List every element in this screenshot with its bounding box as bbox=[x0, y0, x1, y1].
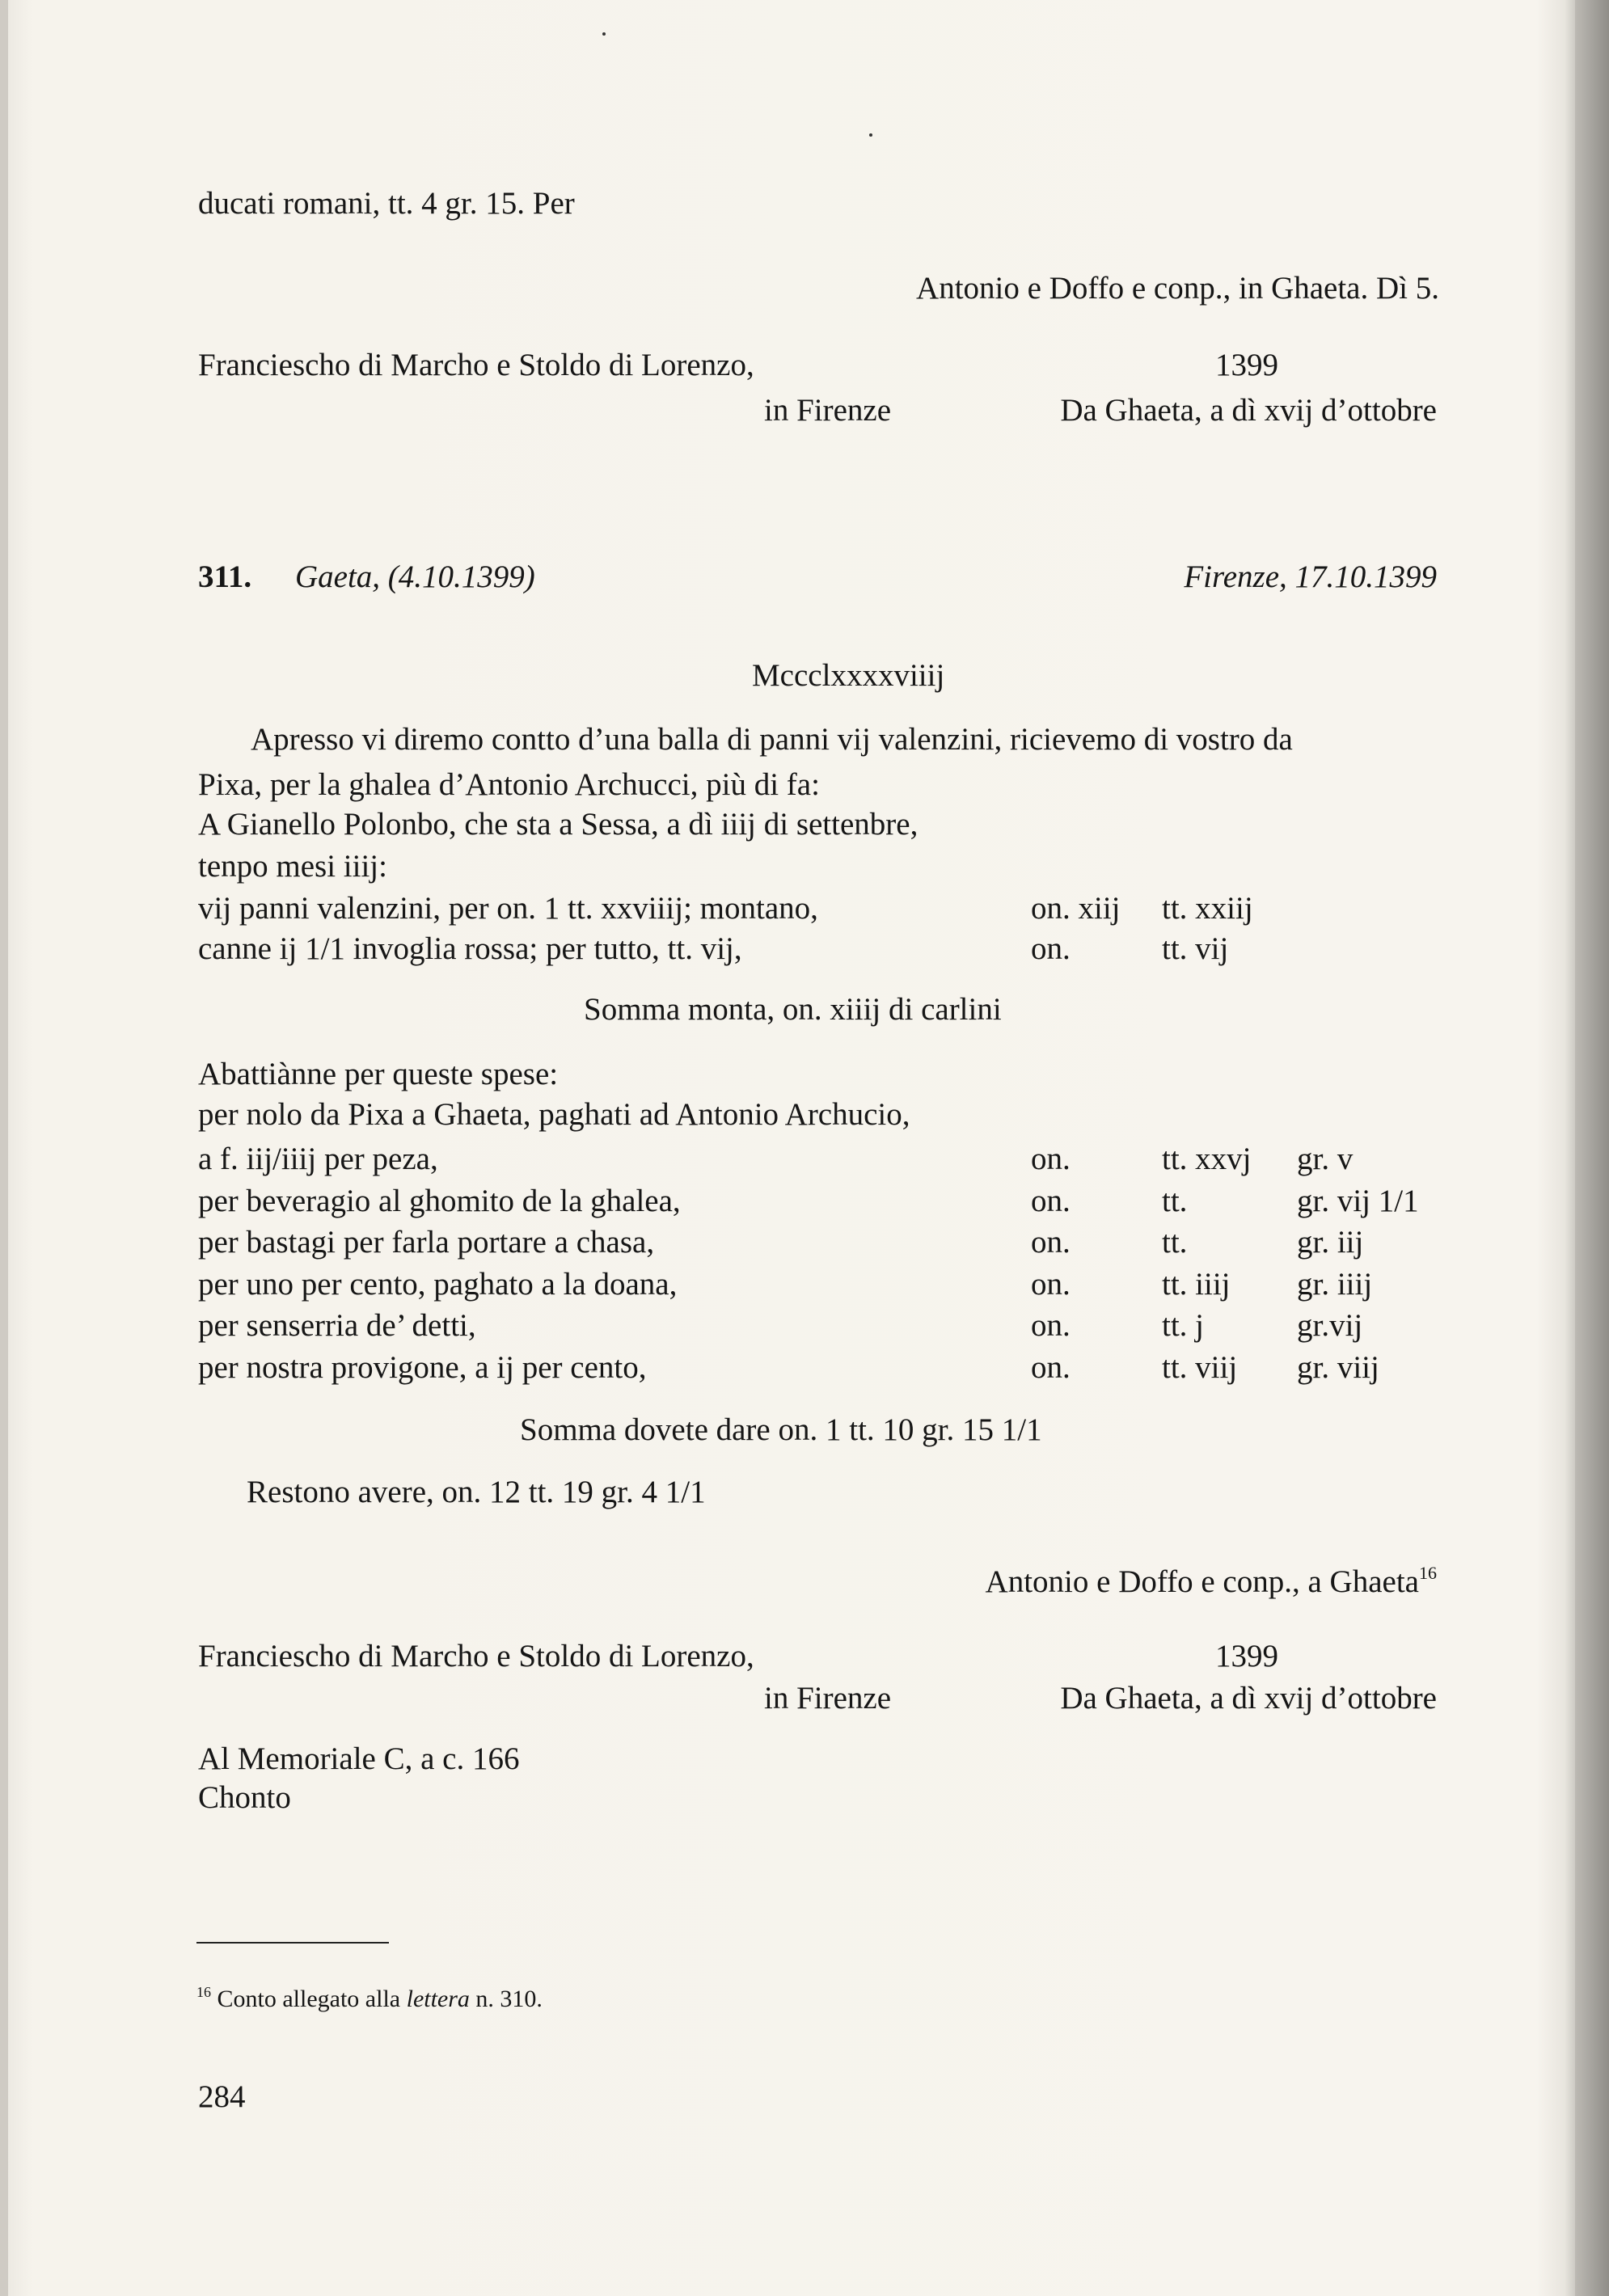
account-row-desc: per senserria de’ detti, bbox=[198, 1308, 476, 1343]
book-gutter bbox=[1575, 0, 1609, 2296]
specks bbox=[602, 32, 606, 36]
letter-place: in Firenze bbox=[764, 1681, 892, 1716]
account-row-tt: tt. viij bbox=[1162, 1350, 1238, 1385]
letter-year: 1399 bbox=[1215, 1639, 1278, 1673]
memo-line: Chonto bbox=[198, 1780, 291, 1815]
letter-signature bbox=[986, 1554, 1437, 1602]
account-row-on: on. bbox=[1031, 1267, 1071, 1302]
continuation-signature: Antonio e Doffo e conp., in Ghaeta. Dì 5. bbox=[916, 271, 1439, 306]
account-row-gr: gr. viij bbox=[1297, 1350, 1379, 1385]
account-row-gr: gr.vij bbox=[1297, 1308, 1363, 1343]
account-row-tt: tt. j bbox=[1162, 1308, 1205, 1343]
continuation-year: 1399 bbox=[1215, 348, 1278, 382]
specks bbox=[869, 133, 872, 137]
letter-date: Da Ghaeta, a dì xvij d’ottobre bbox=[1060, 1681, 1437, 1716]
account-row-desc: per beveragio al ghomito de la ghalea, bbox=[198, 1184, 681, 1218]
page-number: 284 bbox=[198, 2079, 246, 2114]
account-row-tt: tt. xxvj bbox=[1162, 1142, 1252, 1176]
account-row-desc: canne ij 1/1 invoglia rossa; per tutto, tt. vij, bbox=[198, 931, 742, 966]
continuation-date: Da Ghaeta, a dì xvij d’ottobre bbox=[1060, 393, 1437, 428]
intro-line: Pixa, per la ghalea d’Antonio Archucci, più di fa: bbox=[198, 767, 820, 802]
account-row-desc: per bastagi per farla portare a chasa, bbox=[198, 1225, 655, 1260]
letter-addressee: Franciescho di Marcho e Stoldo di Lorenzo, bbox=[198, 1639, 754, 1673]
account-row-on: on. bbox=[1031, 1350, 1071, 1385]
account-row-on: on. bbox=[1031, 1142, 1071, 1176]
letter-origin: Gaeta, (4.10.1399) bbox=[295, 559, 535, 594]
account-row-desc: vij panni valenzini, per on. 1 tt. xxviiij; montano, bbox=[198, 891, 818, 926]
footnote bbox=[196, 1973, 543, 2019]
account-row-tt: tt. xxiij bbox=[1162, 891, 1253, 926]
account-row-on: on. bbox=[1031, 1225, 1071, 1260]
letter-number: 311. bbox=[198, 559, 252, 594]
account-row-on: on. bbox=[1031, 1308, 1071, 1343]
account-row-on: on. xiij bbox=[1031, 891, 1121, 926]
memo-line: Al Memoriale C, a c. 166 bbox=[198, 1741, 520, 1776]
account-row-desc: per uno per cento, paghato a la doana, bbox=[198, 1267, 678, 1302]
expenses-line: per nolo da Pixa a Ghaeta, paghati ad Antonio Archucio, bbox=[198, 1097, 910, 1132]
footnote-italic: lettera bbox=[406, 1986, 470, 2012]
account-row-tt: tt. bbox=[1162, 1184, 1188, 1218]
footnote-text: Conto allegato alla bbox=[217, 1986, 401, 2012]
account-row-tt: tt. iiij bbox=[1162, 1267, 1231, 1302]
continuation-text: ducati romani, tt. 4 gr. 15. Per bbox=[198, 186, 575, 221]
intro-line: tenpo mesi iiij: bbox=[198, 849, 387, 884]
footnote-rule bbox=[196, 1942, 389, 1944]
intro-line: A Gianello Polonbo, che sta a Sessa, a dì iiij di settenbre, bbox=[198, 807, 919, 842]
signature-text: Antonio e Doffo e conp., a Ghaeta bbox=[985, 1564, 1419, 1599]
account-row-gr: gr. iij bbox=[1297, 1225, 1364, 1260]
continuation-addressee: Franciescho di Marcho e Stoldo di Lorenzo, bbox=[198, 348, 754, 382]
account-row-gr: gr. vij 1/1 bbox=[1297, 1184, 1419, 1218]
footnote-mark: 16 bbox=[196, 1984, 211, 2000]
account-row-desc: a f. iij/iiij per peza, bbox=[198, 1142, 438, 1176]
intro-line: Apresso vi diremo contto d’una balla di panni vij valenzini, ricievemo di vostro da bbox=[251, 722, 1293, 757]
account-row-gr: gr. iiij bbox=[1297, 1267, 1373, 1302]
left-page-edge bbox=[0, 0, 8, 2296]
sales-total: Somma monta, on. xiiij di carlini bbox=[584, 992, 1002, 1027]
account-row-on: on. bbox=[1031, 931, 1071, 966]
expenses-heading: Abattiànne per queste spese: bbox=[198, 1057, 559, 1091]
balance: Restono avere, on. 12 tt. 19 gr. 4 1/1 bbox=[247, 1475, 706, 1509]
account-row-desc: per nostra provigone, a ij per cento, bbox=[198, 1350, 647, 1385]
footnote-text-end: n. 310. bbox=[475, 1986, 543, 2012]
expenses-total: Somma dovete dare on. 1 tt. 10 gr. 15 1/1 bbox=[520, 1412, 1042, 1447]
account-row-gr: gr. v bbox=[1297, 1142, 1354, 1176]
account-row-tt: tt. vij bbox=[1162, 931, 1229, 966]
account-row-on: on. bbox=[1031, 1184, 1071, 1218]
continuation-place: in Firenze bbox=[764, 393, 892, 428]
letter-destination: Firenze, 17.10.1399 bbox=[1184, 559, 1437, 594]
letter-year-heading: Mccclxxxxviiij bbox=[752, 658, 945, 693]
footnote-reference[interactable]: 16 bbox=[1419, 1563, 1437, 1583]
account-row-tt: tt. bbox=[1162, 1225, 1188, 1260]
